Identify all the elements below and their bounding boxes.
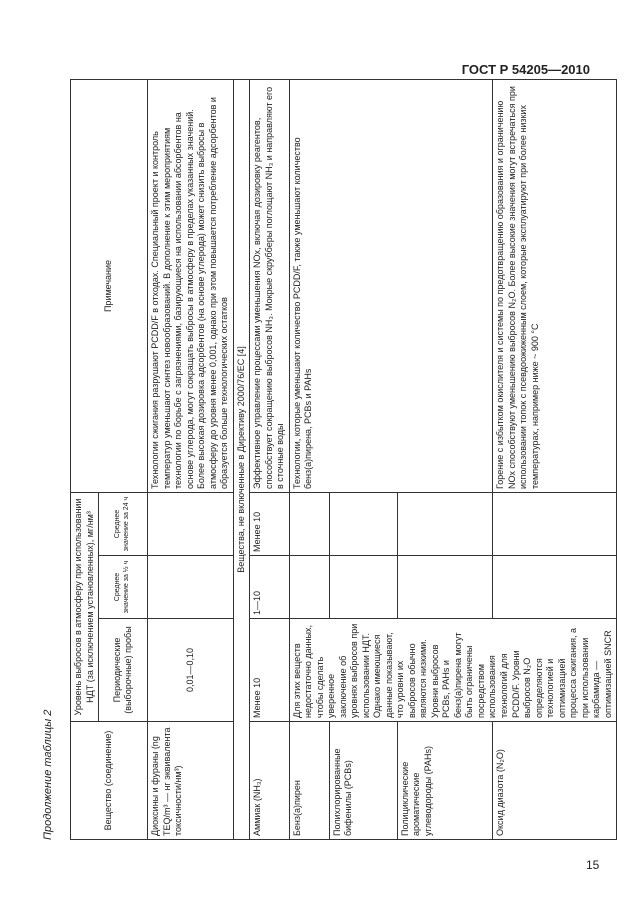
note-cell: Технологии сжигания разрушают PCDD/F в отходах. Специальный проект и контроль температур уменьшают синтез новообразований. В дополнение к этим мероприятиям технологии по борьбе с загрязнениями, базирующиеся на использовании абсорбентов на основе углерода, могут сокращать выбросы в атмосферу в пределах указанных значений. Более высокая дозировка адсорбентов (на основе углерода) может снизить выбросы в атмосферу до уровня менее 0,001, однако при этом повышается потребление адсорбентов и образуется больше технологических остатков [148,79,234,492]
table-row [148,79,234,839]
substance-cell: Оксид диазота (N₂O) [493,722,617,840]
empty-cell [329,492,397,555]
table-row [493,79,617,839]
table-row [250,79,290,839]
emission-levels-table [70,79,617,840]
empty-cell [329,556,397,619]
empty-cell [493,556,617,619]
header-avg-half-hour: Среднее значение за ½ ч [99,556,148,619]
empty-cell [289,492,329,555]
avg-24h-cell [148,492,234,555]
header-substance: Вещество (соединение) [71,722,148,840]
note-cell: Горение с избытком окислителя и системы по предотвращению образования и ограничению NOx способствуют уменьшению выбросов N₂O. Более высокие значения могут встречаться при использовании топок с псевдоожиженным слоем, которые эксплуатируют при более низких температурах, например ниже ~ 900 °С [493,79,617,492]
standard-number: ГОСТ Р 54205—2010 [461,62,590,77]
table-continuation-label: Продолжение таблицы 2 [42,709,54,840]
empty-cell [289,556,329,619]
avg-half-hour-cell [148,556,234,619]
header-row [71,79,99,839]
avg-half-hour-cell: 1—10 [250,556,290,619]
header-note: Примечание [71,79,148,492]
substance-cell: Аммиак (NH₃) [250,722,290,840]
empty-cell [397,492,493,555]
note-cell: Технологии, которые уменьшают количество PCDD/F, также уменьшают количество бенз(а)пирена, PCBs и PAHs [289,79,493,492]
empty-cell [397,556,493,619]
substance-cell: Полихлорированные бифенилы (PCBs) [329,722,397,840]
page-number: 15 [586,858,600,872]
empty-cell [493,492,617,555]
header-levels-group: Уровень выбросов в атмосферу при использовании НДТ (за исключением установленных), мг/нм³ [71,492,99,721]
table-row [289,79,329,839]
periodic-cell: 0,01—0,10 [148,619,234,722]
section-row [233,79,250,839]
merged-levels-note: Для этих веществ недостаточно данных, чтобы сделать уверенное заключение об уровнях выбросов при использовании НДТ. Однако имеющиеся данные показывают, что уровни их выбросов обычно являются низкими. Уровни выбросов PCBs, PAHs и бенз(а)пирена могут быть ограничены посредством использования технологий для PCDD/F. Уровни выбросов N₂O определяются технологией и оптимизацией процесса сжигания, а при использовании карбамида — оптимизацией SNCR [289,619,616,722]
note-cell: Эффективное управление процессами уменьшения NOx, включая дозировку реагентов, способствует сокращению выбросов NH₃. Мокрые скрубберы поглощают NH₃ и направляют его в сточные воды [250,79,290,492]
header-avg-24h: Среднее значение за 24 ч [99,492,148,555]
substance-cell: Бенз(а)пирен [289,722,329,840]
rotated-table-page [42,80,613,840]
section-title: Вещества, не включенные в Директиву 2000/76/ЕС [4] [233,79,250,839]
substance-cell: Полициклические ароматические углеводороды (PAHs) [397,722,493,840]
substance-cell: Диоксины и фураны (ng TEQ/m³ — нг эквивалента токсичности/нм³) [148,722,234,840]
avg-24h-cell: Менее 10 [250,492,290,555]
periodic-cell: Менее 10 [250,619,290,722]
header-periodic: Периодические (выборочные) пробы [99,619,148,722]
